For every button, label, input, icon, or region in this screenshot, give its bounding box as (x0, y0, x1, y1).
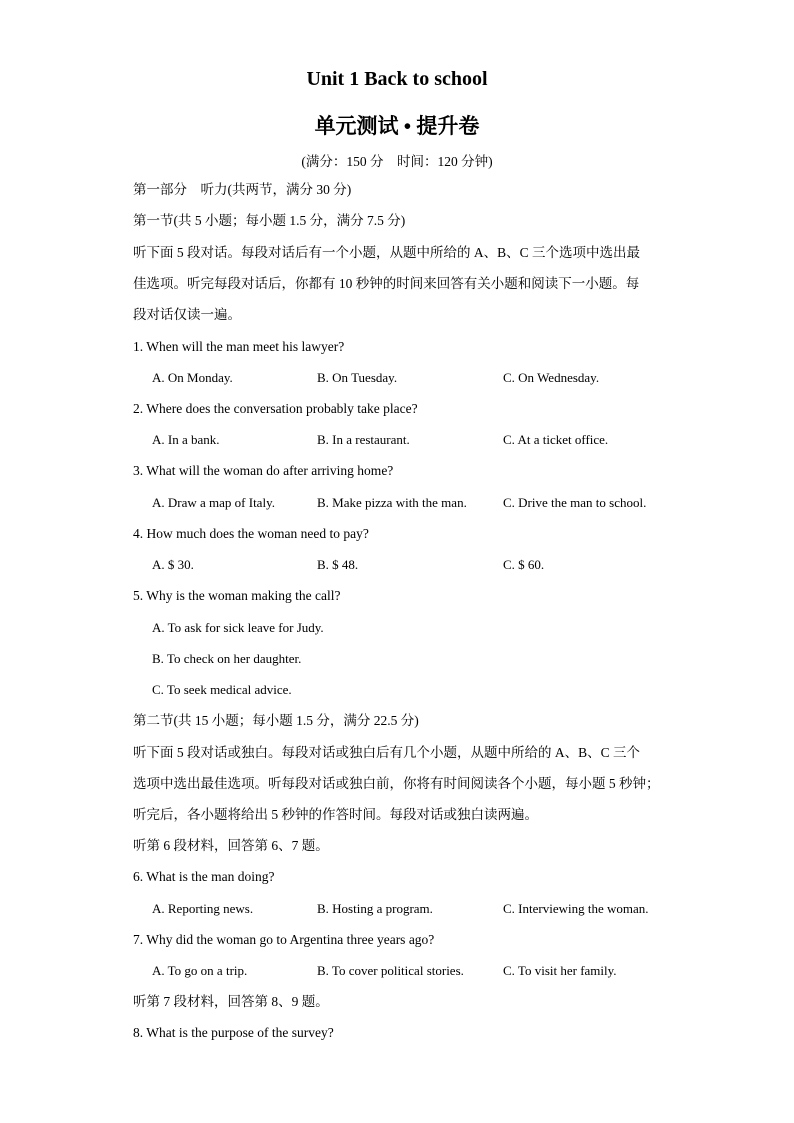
option-c: C. On Wednesday. (503, 370, 600, 385)
option-a: A. To go on a trip. (152, 963, 248, 978)
question-stem: 2. Where does the conversation probably take place? (133, 401, 418, 416)
instruction-line: 佳选项。听完每段对话后，你都有 10 秒钟的时间来回答有关小题和阅读下一小题。每 (133, 276, 640, 291)
instruction-line: 听下面 5 段对话。每段对话后有一个小题，从题中所给的 A、B、C 三个选项中选出最 (133, 245, 641, 260)
question-stem: 5. Why is the woman making the call? (133, 588, 341, 603)
option-b: B. To cover political stories. (317, 963, 464, 978)
option-a: A. On Monday. (152, 370, 233, 385)
question-stem: 8. What is the purpose of the survey? (133, 1025, 334, 1040)
option-a: A. $ 30. (152, 557, 194, 572)
section-heading: 第二节(共 15 小题；每小题 1.5 分，满分 22.5 分) (133, 713, 419, 728)
option-a: A. In a bank. (152, 432, 220, 447)
question-stem: 4. How much does the woman need to pay? (133, 526, 369, 541)
option-a: A. Reporting news. (152, 901, 254, 916)
part-heading: 第一部分 听力(共两节，满分 30 分) (133, 182, 352, 197)
listening-material-heading: 听第 7 段材料，回答第 8、9 题。 (133, 994, 329, 1009)
option-b: B. To check on her daughter. (152, 651, 302, 666)
option-b: B. Hosting a program. (317, 901, 433, 916)
option-b: B. Make pizza with the man. (317, 495, 467, 510)
option-a: A. To ask for sick leave for Judy. (152, 620, 324, 635)
option-c: C. At a ticket office. (503, 432, 609, 447)
option-c: C. Interviewing the woman. (503, 901, 649, 916)
section-heading: 第一节(共 5 小题；每小题 1.5 分，满分 7.5 分) (133, 213, 406, 228)
option-c: C. To visit her family. (503, 963, 617, 978)
option-c: C. To seek medical advice. (152, 682, 292, 697)
question-stem: 7. Why did the woman go to Argentina three years ago? (133, 932, 435, 947)
instruction-line: 听完后，各小题将给出 5 秒钟的作答时间。每段对话或独白读两遍。 (133, 807, 538, 822)
option-b: B. $ 48. (317, 557, 359, 572)
option-b: B. In a restaurant. (317, 432, 410, 447)
instruction-line: 段对话仅读一遍。 (133, 307, 241, 322)
instruction-line: 选项中选出最佳选项。听每段对话或独白前，你将有时间阅读各个小题，每小题 5 秒钟； (133, 776, 660, 791)
test-subtitle: 单元测试 • 提升卷 (314, 114, 480, 138)
unit-title: Unit 1 Back to school (306, 68, 488, 90)
instruction-line: 听下面 5 段对话或独白。每段对话或独白后有几个小题，从题中所给的 A、B、C 三个 (133, 745, 641, 760)
question-stem: 6. What is the man doing? (133, 869, 275, 884)
listening-material-heading: 听第 6 段材料，回答第 6、7 题。 (133, 838, 329, 853)
option-b: B. On Tuesday. (317, 370, 398, 385)
option-a: A. Draw a map of Italy. (152, 495, 275, 510)
option-c: C. Drive the man to school. (503, 495, 647, 510)
score-time-info: (满分：150 分 时间：120 分钟) (301, 154, 493, 169)
question-stem: 1. When will the man meet his lawyer? (133, 339, 345, 354)
option-c: C. $ 60. (503, 557, 545, 572)
question-stem: 3. What will the woman do after arriving home? (133, 463, 394, 478)
